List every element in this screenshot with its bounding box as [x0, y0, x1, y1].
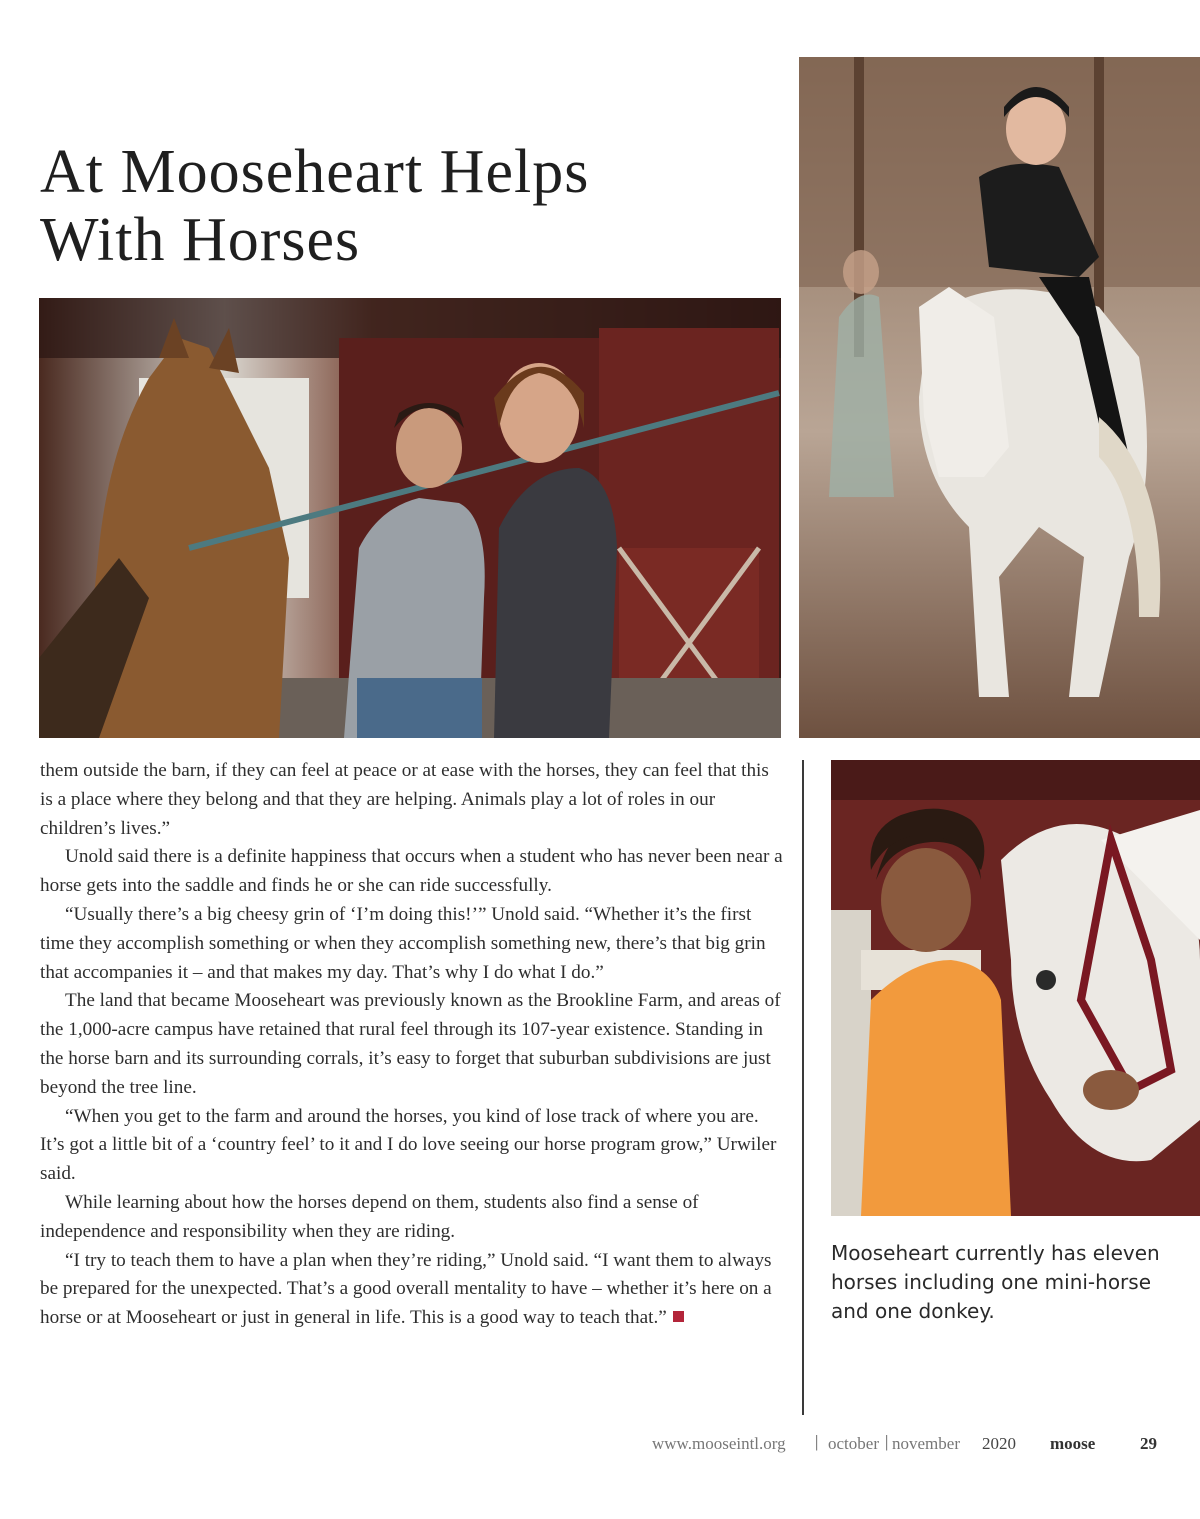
- footer-brand: moose: [1050, 1434, 1096, 1453]
- page-number: 29: [1140, 1434, 1157, 1453]
- photo-boy-with-white-horse: [831, 760, 1200, 1216]
- page-footer: [652, 1434, 1172, 1460]
- body-paragraph-7: [40, 1247, 786, 1333]
- end-of-article-mark: [673, 1311, 684, 1322]
- column-divider: [802, 760, 804, 1415]
- body-paragraph-1: them outside the barn, if they can feel at peace or at ease with the horses, they can feel that this is a place where they belong and that they are helping. Animals play a lot of roles in our children’s lives.”: [40, 760, 769, 839]
- article-title-line-2: With Horses: [40, 206, 361, 274]
- body-paragraph-2: Unold said there is a definite happiness that occurs when a student who has never been near a horse gets into the saddle and finds he or she can ride successfully.: [40, 846, 783, 897]
- footer-month-start: october: [828, 1434, 879, 1453]
- footer-month-end: november: [892, 1434, 960, 1453]
- body-paragraph-3: “Usually there’s a big cheesy grin of ‘I’m doing this!’” Unold said. “Whether it’s the first time they accomplish something or when they accomplish something new, there’s that big grin that accompanies it – and that makes my day. That’s why I do what I do.”: [40, 903, 766, 983]
- article-title: [40, 138, 780, 274]
- footer-separator: |: [815, 1432, 819, 1451]
- photo-rider-white-horse: [799, 57, 1200, 738]
- article-title-line-1: At Mooseheart Helps: [40, 138, 590, 206]
- photo-barn-horse-woman-teen: [39, 298, 781, 738]
- footer-year: 2020: [982, 1434, 1016, 1453]
- footer-url: www.mooseintl.org: [652, 1434, 786, 1453]
- body-paragraph-6: While learning about how the horses depend on them, students also find a sense of independence and responsibility when they are riding.: [40, 1191, 699, 1242]
- body-paragraph-7-text: “I try to teach them to have a plan when they’re riding,” Unold said. “I want them to always be prepared for the unexpected. That’s a good overall mentality to have – whether it’s here on a horse or at Mooseheart or just in general in life. This is a good way to teach that.”: [40, 1249, 772, 1329]
- body-paragraph-5: “When you get to the farm and around the horses, you kind of lose track of where you are. It’s got a little bit of a ‘country feel’ to it and I do love seeing our horse program grow,” Urwiler said.: [40, 1105, 777, 1185]
- article-body: [40, 757, 786, 1333]
- footer-separator: |: [885, 1432, 889, 1451]
- photo-caption: Mooseheart currently has eleven horses including one mini-horse and one donkey.: [831, 1241, 1160, 1323]
- body-paragraph-4: The land that became Mooseheart was previously known as the Brookline Farm, and areas of the 1,000-acre campus have retained that rural feel through its 107-year existence. Standing in the horse barn and its surrounding corrals, it’s easy to forget that suburban subdivisions are just beyond the tree line.: [40, 990, 781, 1098]
